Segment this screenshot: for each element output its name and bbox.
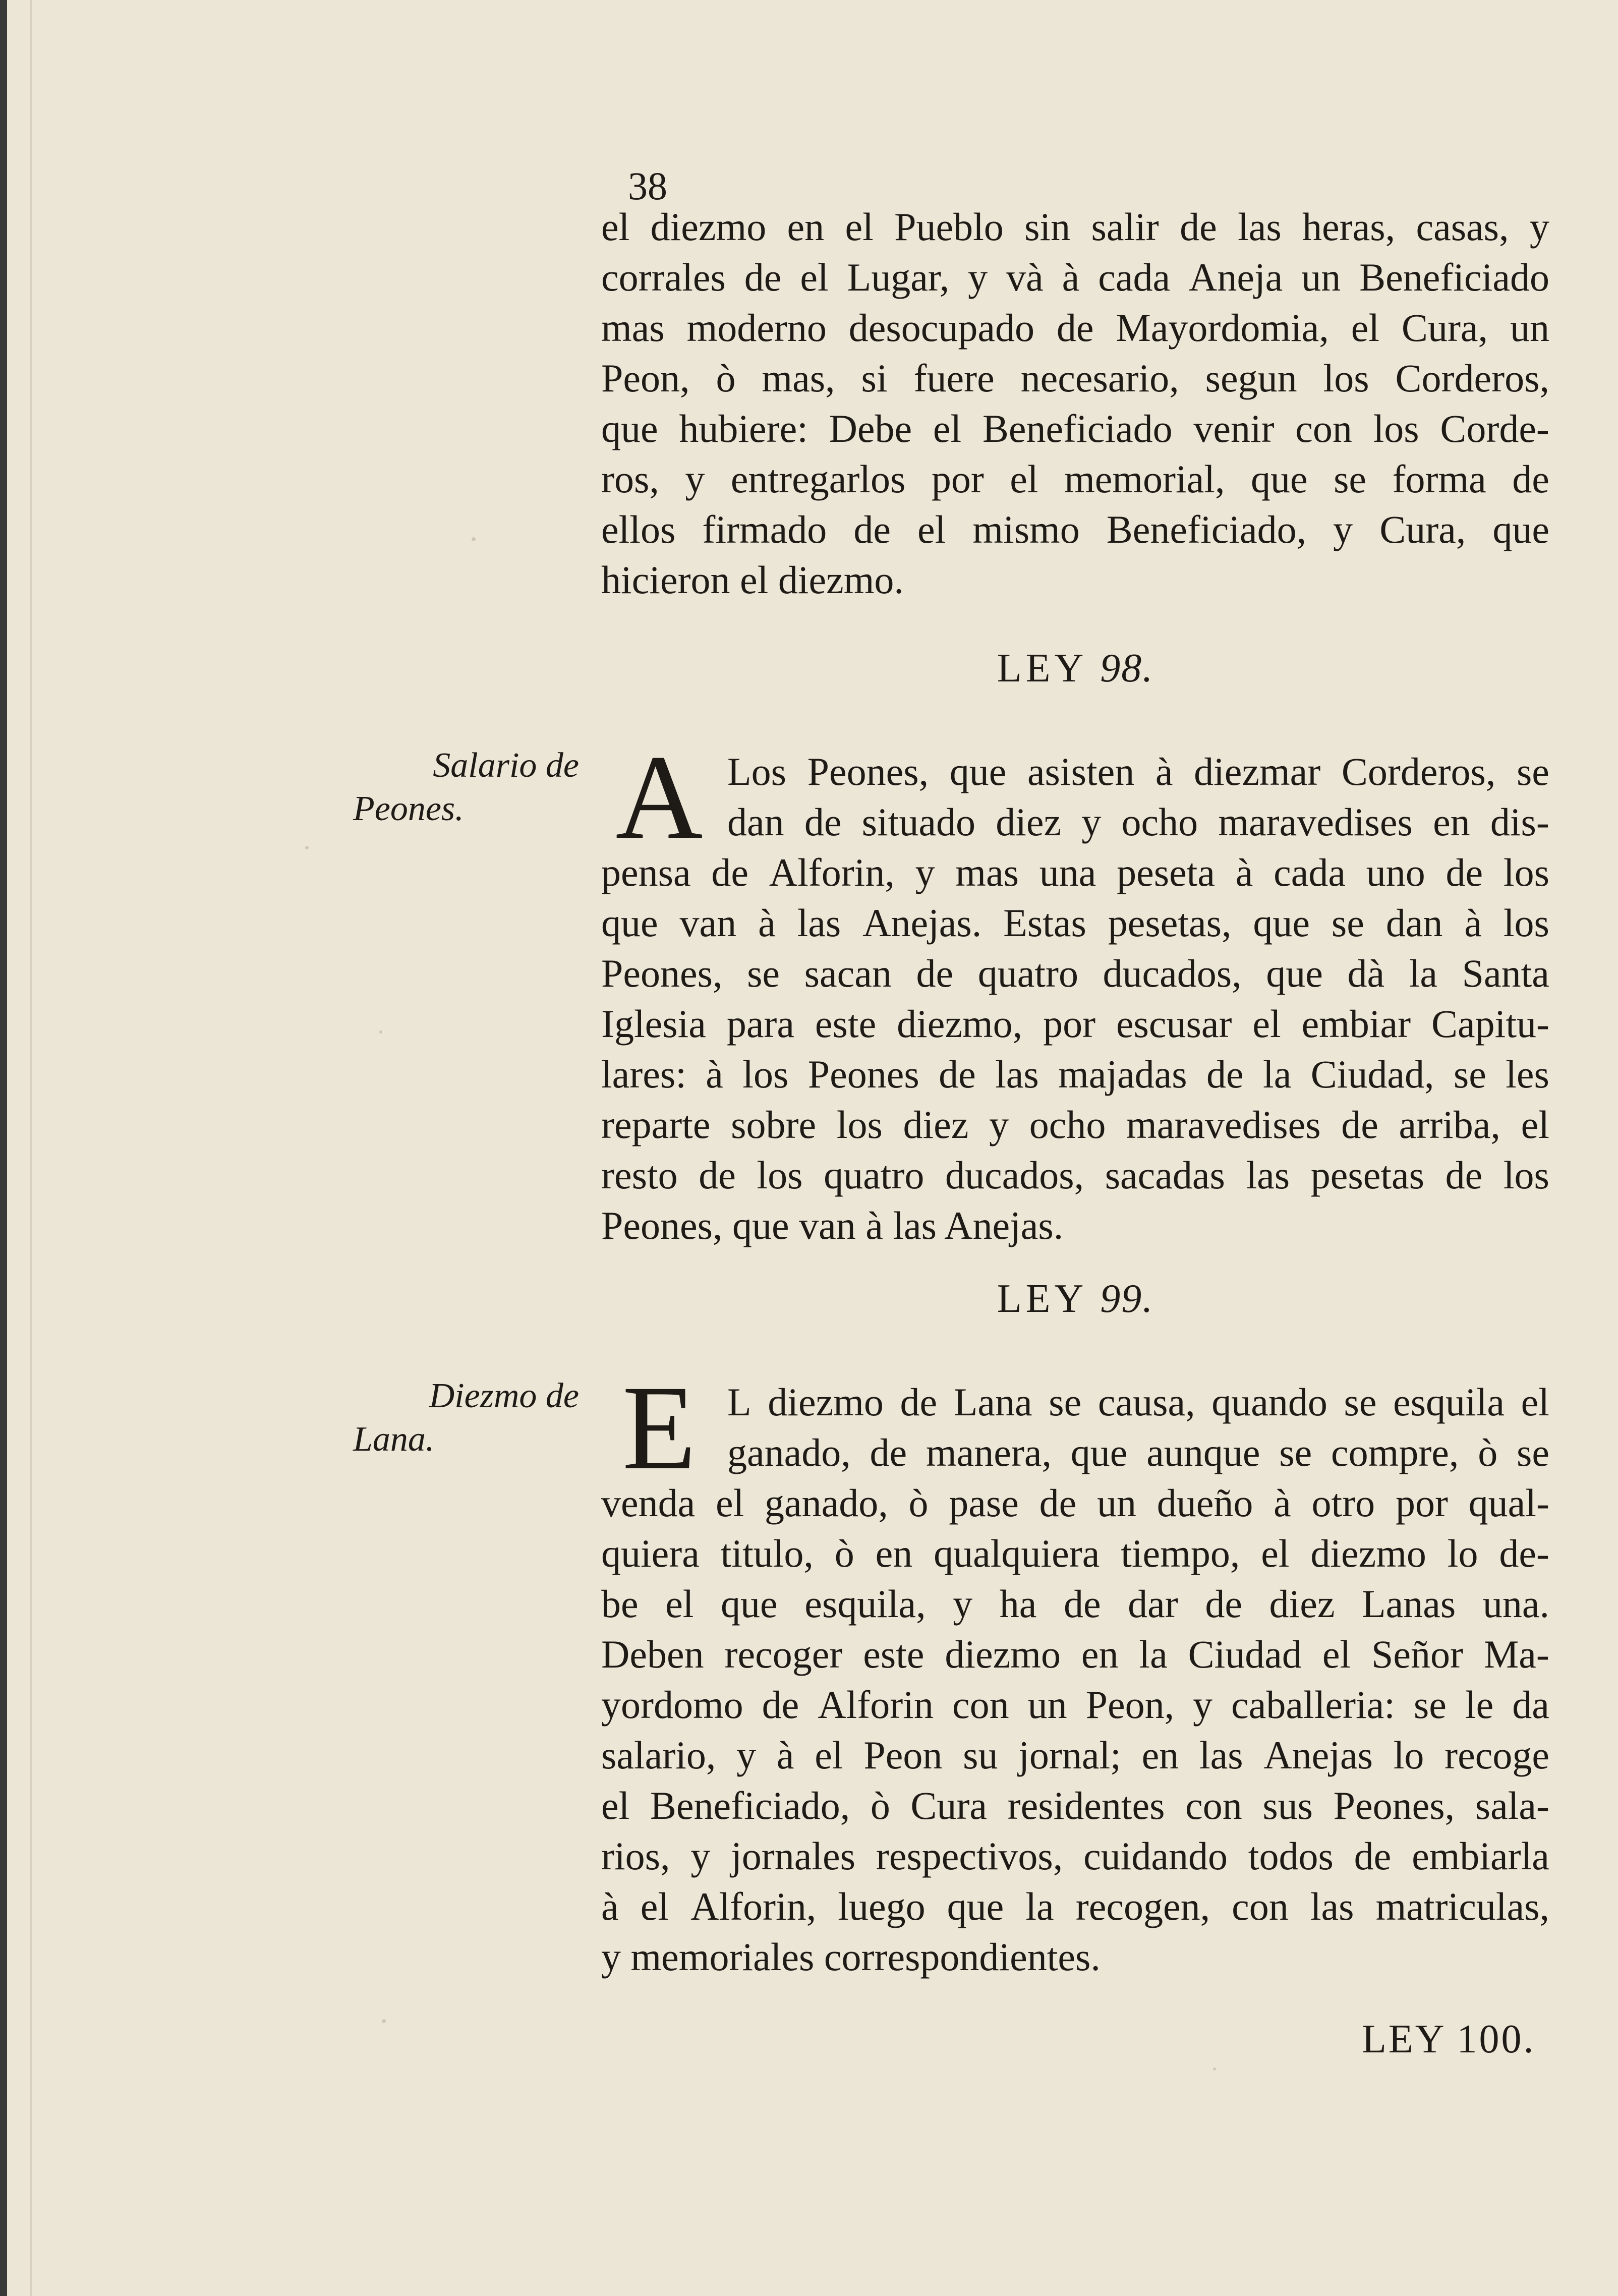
foxing-spot bbox=[472, 537, 476, 541]
text-line: hicieron el diezmo. bbox=[601, 558, 904, 602]
law-heading-number: 99. bbox=[1100, 1277, 1154, 1321]
text-line: Peon, ò mas, si fuere necesario, segun los Corderos, bbox=[601, 356, 1549, 400]
text-line: Peones, que van à las Anejas. bbox=[601, 1203, 1064, 1247]
text-line: resto de los quatro ducados, sacadas las pesetas de los bbox=[601, 1153, 1549, 1197]
catchword: LEY 100. bbox=[1362, 2017, 1536, 2061]
text-line: dan de situado diez y ocho maravedises en dis- bbox=[727, 800, 1549, 844]
law-heading-99 bbox=[601, 1276, 1549, 1322]
text-line: el diezmo en el Pueblo sin salir de las heras, casas, y bbox=[601, 205, 1549, 249]
margin-note-line: Peones. bbox=[353, 789, 464, 828]
text-line: y memoriales correspondientes. bbox=[601, 1935, 1101, 1979]
text-line: quiera titulo, ò en qualquiera tiempo, el diezmo lo de- bbox=[601, 1531, 1549, 1575]
text-line: venda el ganado, ò pase de un dueño à otro por qual- bbox=[601, 1481, 1549, 1525]
drop-cap-E: E bbox=[622, 1360, 697, 1495]
foxing-spot bbox=[382, 2019, 386, 2023]
margin-note-diezmo-lana bbox=[353, 1374, 585, 1461]
law-heading-label: LEY bbox=[997, 646, 1086, 691]
margin-note-line: Lana. bbox=[353, 1420, 435, 1459]
text-line: à el Alforin, luego que la recogen, con las matriculas, bbox=[601, 1884, 1549, 1928]
text-line: que van à las Anejas. Estas pesetas, que se dan à los bbox=[601, 901, 1549, 945]
law-heading-number: 98. bbox=[1100, 646, 1154, 691]
law-heading-98 bbox=[601, 646, 1549, 692]
text-line: yordomo de Alforin con un Peon, y caballeria: se le da bbox=[601, 1683, 1549, 1727]
margin-note-salario bbox=[353, 744, 585, 831]
text-line: pensa de Alforin, y mas una peseta à cada uno de los bbox=[601, 850, 1549, 894]
text-line: Deben recoger este diezmo en la Ciudad el Señor Ma- bbox=[601, 1632, 1549, 1676]
text-line: rios, y jornales respectivos, cuidando todos de embiarla bbox=[601, 1834, 1549, 1878]
text-line: mas moderno desocupado de Mayordomia, el Cura, un bbox=[601, 306, 1549, 350]
text-line: lares: à los Peones de las majadas de la Ciudad, se les bbox=[601, 1052, 1549, 1096]
law-98-body bbox=[601, 730, 1549, 1251]
text-line: el Beneficiado, ò Cura residentes con sus Peones, sala- bbox=[601, 1784, 1549, 1827]
foxing-spot bbox=[379, 1030, 382, 1034]
page-number: 38 bbox=[628, 164, 667, 208]
text-line: Peones, se sacan de quatro ducados, que dà la Santa bbox=[601, 951, 1549, 995]
text-line: Iglesia para este diezmo, por escusar el embiar Capitu- bbox=[601, 1002, 1549, 1046]
text-line: reparte sobre los diez y ocho maravedises de arriba, el bbox=[601, 1103, 1549, 1146]
text-line: be el que esquila, y ha de dar de diez Lanas una. bbox=[601, 1582, 1549, 1626]
text-line: ganado, de manera, que aunque se compre, ò se bbox=[727, 1430, 1549, 1474]
foxing-spot bbox=[305, 846, 309, 849]
margin-note-line: Salario de bbox=[433, 746, 579, 785]
drop-cap-A: A bbox=[615, 730, 703, 864]
margin-note-line: Diezmo de bbox=[429, 1376, 579, 1415]
text-line: salario, y à el Peon su jornal; en las Anejas lo recoge bbox=[601, 1733, 1549, 1777]
text-line: ros, y entregarlos por el memorial, que se forma de bbox=[601, 457, 1549, 501]
text-line: L diezmo de Lana se causa, quando se esquila el bbox=[727, 1380, 1549, 1424]
text-line: Los Peones, que asisten à diezmar Corderos, se bbox=[727, 750, 1549, 793]
text-line: que hubiere: Debe el Beneficiado venir con los Corde- bbox=[601, 407, 1549, 450]
text-line: corrales de el Lugar, y và à cada Aneja un Beneficiado bbox=[601, 255, 1549, 299]
foxing-spot bbox=[1213, 2068, 1216, 2071]
scan-edge-strip bbox=[0, 0, 7, 2296]
intro-paragraph bbox=[601, 202, 1549, 605]
text-line: ellos firmado de el mismo Beneficiado, y Cura, que bbox=[601, 507, 1549, 551]
law-heading-label: LEY bbox=[997, 1277, 1086, 1321]
law-99-body bbox=[601, 1360, 1549, 1982]
page-fold-line bbox=[30, 0, 32, 2296]
